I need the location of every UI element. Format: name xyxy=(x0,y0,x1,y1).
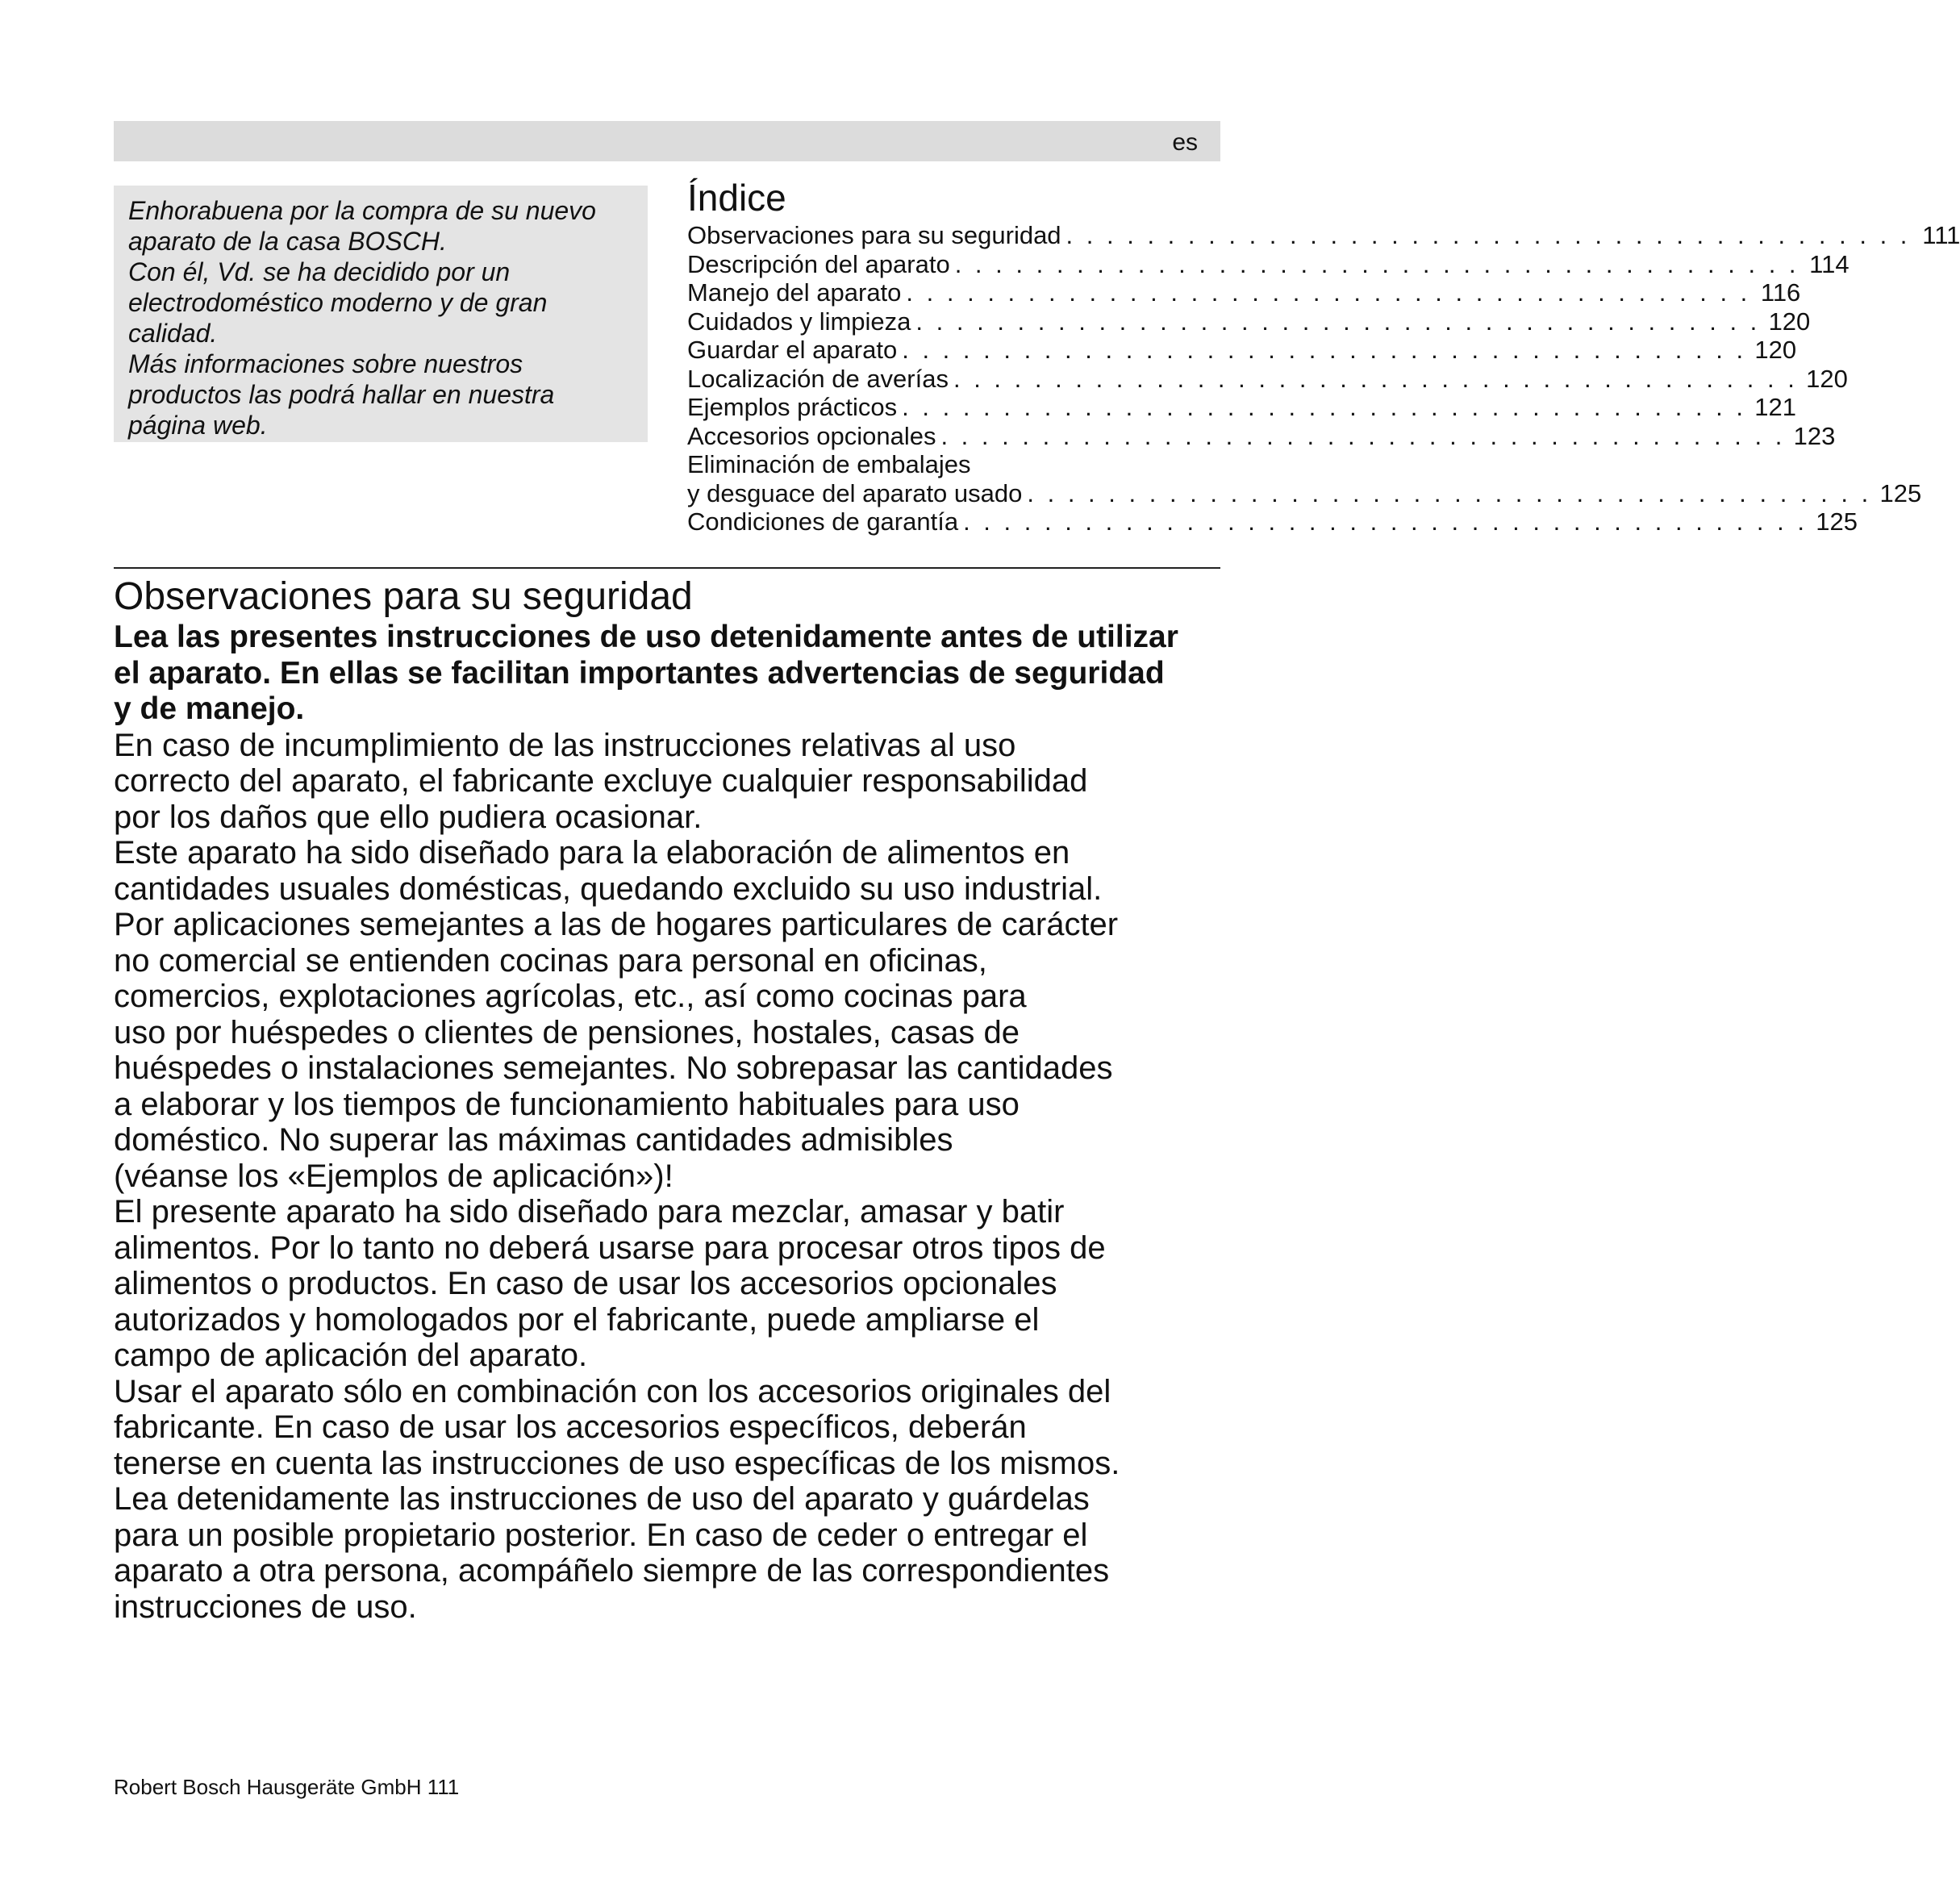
body-line: campo de aplicación del aparato. xyxy=(114,1338,588,1373)
lead-line: y de manejo. xyxy=(114,691,305,726)
table-of-contents xyxy=(687,176,1960,536)
body-line: correcto del aparato, el fabricante excluye cualquier responsabilidad xyxy=(114,763,1088,799)
body-line: a elaborar y los tiempos de funcionamiento habituales para uso xyxy=(114,1086,1020,1122)
toc-entry-label: Localización de averías xyxy=(687,364,949,393)
safety-section xyxy=(114,574,1243,1625)
intro-line: productos las podrá hallar en nuestra xyxy=(128,380,555,409)
toc-entry xyxy=(687,336,1797,365)
toc-entry-page: 123 xyxy=(1793,421,1836,450)
toc-title: Índice xyxy=(687,177,786,219)
intro-box xyxy=(114,186,648,442)
intro-line: página web. xyxy=(128,411,268,440)
toc-leader-dots: . . . . . . . . . . . . . . . . . . . . . . . . . . . . . . . . . . . . . . . . . . xyxy=(906,278,1751,307)
body-line: alimentos o productos. En caso de usar los accesorios opcionales xyxy=(114,1266,1057,1301)
toc-leader-dots: . . . . . . . . . . . . . . . . . . . . . . . . . . . . . . . . . . . . . . . . . . xyxy=(963,507,1808,536)
toc-entry-label: y desguace del aparato usado xyxy=(687,478,1023,507)
toc-entry xyxy=(687,478,1922,508)
toc-entry-label-prefix: Eliminación de embalajes xyxy=(687,450,971,478)
intro-line: Más informaciones sobre nuestros xyxy=(128,349,523,378)
toc-entry-page: 116 xyxy=(1760,278,1801,307)
language-bar xyxy=(114,121,1220,161)
toc-entry-label: Ejemplos prácticos xyxy=(687,393,898,421)
toc-entry xyxy=(687,364,1848,394)
toc-entry-label: Cuidados y limpieza xyxy=(687,307,911,336)
toc-entry-page: 111 xyxy=(1922,221,1960,249)
body-line: uso por huéspedes o clientes de pensiones, hostales, casas de xyxy=(114,1014,1020,1050)
intro-line: aparato de la casa BOSCH. xyxy=(128,227,447,256)
body-line: fabricante. En caso de usar los accesorios específicos, deberán xyxy=(114,1409,1027,1445)
body-line: aparato a otra persona, acompáñelo siempre de las correspondientes xyxy=(114,1553,1110,1589)
toc-entry xyxy=(687,421,1836,451)
body-line: instrucciones de uso. xyxy=(114,1589,417,1625)
toc-leader-dots: . . . . . . . . . . . . . . . . . . . . . . . . . . . . . . . . . . . . . . . . . . xyxy=(940,421,1786,450)
body-line: huéspedes o instalaciones semejantes. No sobrepasar las cantidades xyxy=(114,1050,1113,1086)
lead-line: Lea las presentes instrucciones de uso detenidamente antes de utilizar xyxy=(114,620,1178,654)
toc-entry xyxy=(687,249,1849,279)
body-line: Usar el aparato sólo en combinación con los accesorios originales del xyxy=(114,1373,1111,1409)
toc-entry-page: 114 xyxy=(1809,249,1849,278)
body-line: El presente aparato ha sido diseñado para mezclar, amasar y batir xyxy=(114,1194,1065,1229)
body-line: cantidades usuales domésticas, quedando excluido su uso industrial. xyxy=(114,870,1103,907)
body-line: tenerse en cuenta las instrucciones de uso específicas de los mismos. xyxy=(114,1445,1120,1481)
toc-entry-page: 125 xyxy=(1879,478,1922,507)
toc-leader-dots: . . . . . . . . . . . . . . . . . . . . . . . . . . . . . . . . . . . . . . . . . . xyxy=(902,393,1747,421)
body-line: autorizados y homologados por el fabricante, puede ampliarse el xyxy=(114,1301,1040,1338)
toc-entry xyxy=(687,507,1858,536)
toc-entry-page: 120 xyxy=(1806,364,1848,393)
toc-entry-label: Observaciones para su seguridad xyxy=(687,221,1061,249)
body-line: Este aparato ha sido diseñado para la elaboración de alimentos en xyxy=(114,835,1070,870)
body-line: para un posible propietario posterior. En caso de ceder o entregar el xyxy=(114,1517,1088,1553)
toc-leader-dots: . . . . . . . . . . . . . . . . . . . . . . . . . . . . . . . . . . . . . . . . . . xyxy=(915,307,1761,336)
toc-entry-page: 125 xyxy=(1816,507,1858,536)
toc-entry-label: Descripción del aparato xyxy=(687,249,950,278)
intro-line: Enhorabuena por la compra de su nuevo xyxy=(128,196,596,225)
body-line: Lea detenidamente las instrucciones de uso del aparato y guárdelas xyxy=(114,1481,1090,1517)
toc-entry xyxy=(687,221,1960,250)
toc-leader-dots: . . . . . . . . . . . . . . . . . . . . . . . . . . . . . . . . . . . . . . . . . . xyxy=(1027,478,1872,507)
toc-entry-label: Accesorios opcionales xyxy=(687,421,936,450)
toc-leader-dots: . . . . . . . . . . . . . . . . . . . . . . . . . . . . . . . . . . . . . . . . . . xyxy=(1065,221,1911,249)
section-title: Observaciones para su seguridad xyxy=(114,575,693,618)
toc-entry xyxy=(687,278,1801,307)
toc-leader-dots: . . . . . . . . . . . . . . . . . . . . . . . . . . . . . . . . . . . . . . . . . . xyxy=(954,249,1799,278)
body-line: comercios, explotaciones agrícolas, etc., así como cocinas para xyxy=(114,979,1027,1014)
language-code: es xyxy=(1172,129,1198,156)
body-line: doméstico. No superar las máximas cantidades admisibles xyxy=(114,1122,953,1158)
body-line: alimentos. Por lo tanto no deberá usarse para procesar otros tipos de xyxy=(114,1229,1106,1266)
toc-leader-dots: . . . . . . . . . . . . . . . . . . . . . . . . . . . . . . . . . . . . . . . . . . xyxy=(902,336,1747,364)
lead-line: el aparato. En ellas se facilitan importantes advertencias de seguridad xyxy=(114,655,1165,691)
toc-entry-label: Condiciones de garantía xyxy=(687,507,959,536)
intro-line: calidad. xyxy=(128,319,218,348)
toc-entry-page: 120 xyxy=(1768,307,1811,336)
intro-line: Con él, Vd. se ha decidido por un xyxy=(128,257,511,286)
toc-entry xyxy=(687,393,1797,422)
toc-entry-page: 120 xyxy=(1754,336,1797,364)
body-line: Por aplicaciones semejantes a las de hogares particulares de carácter xyxy=(114,907,1119,942)
page-footer: Robert Bosch Hausgeräte GmbH 111 xyxy=(114,1775,460,1799)
body-line: (véanse los «Ejemplos de aplicación»)! xyxy=(114,1158,673,1194)
body-line: no comercial se entienden cocinas para personal en oficinas, xyxy=(114,942,987,979)
section-divider xyxy=(114,567,1220,569)
body-line: por los daños que ello pudiera ocasionar. xyxy=(114,799,703,835)
toc-leader-dots: . . . . . . . . . . . . . . . . . . . . . . . . . . . . . . . . . . . . . . . . . . xyxy=(953,364,1798,393)
toc-entry-page: 121 xyxy=(1754,393,1797,421)
toc-entry xyxy=(687,307,1811,336)
body-line: En caso de incumplimiento de las instrucciones relativas al uso xyxy=(114,727,1016,763)
toc-entry-label: Guardar el aparato xyxy=(687,336,898,364)
toc-entry-label: Manejo del aparato xyxy=(687,278,902,307)
intro-line: electrodoméstico moderno y de gran xyxy=(128,288,548,317)
